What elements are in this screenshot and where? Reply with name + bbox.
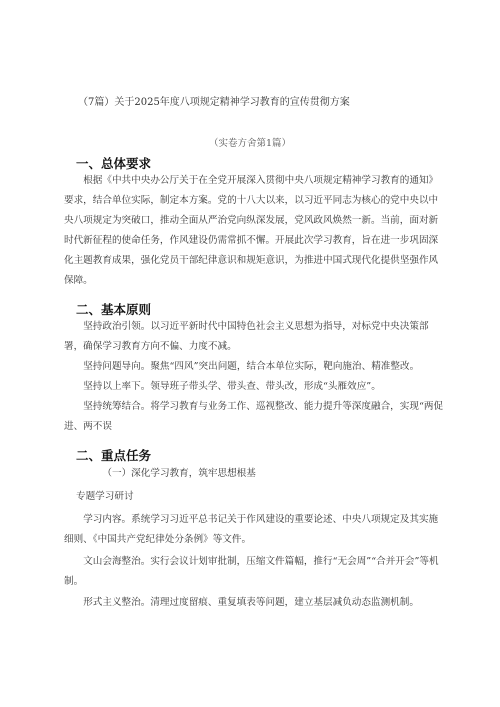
section-heading-basic-principles: 二、基本原则 xyxy=(76,302,152,317)
document-subtitle: （实卷方舍第1篇） xyxy=(208,138,292,149)
paragraph-overall-coordination: 坚持统筹结合。将学习教育与业务工作、巡视整改、能力提升等深度融合，实现“两促进、两不误 xyxy=(64,401,444,432)
item-label-special-study: 专题学习研讨 xyxy=(76,491,134,502)
paragraph-general-requirements: 根据《中共中央办公厅关于在全党开展深入贯彻中央八项规定精神学习教育的通知》要求，结合单位实际，制定本方案。党的十八大以来，以习近平同志为核心的党中央以中央八项规定为突破口，推动全面从严治党向纵深发展，党风政风焕然一新。当前，面对新时代新征程的使命任务，作风建设仍需常抓不懈。开展此次学习教育，旨在进一步巩固深化主题教育成果，强化党员干部纪律意识和规矩意识，为推进中国式现代化提供坚强作风保障。 xyxy=(64,175,439,286)
paragraph-meetings-documents: 文山会海整治。实行会议计划审批制，压缩文件篇幅，推行“无会周”“合并开会”等机制。 xyxy=(64,556,439,587)
paragraph-lead-by-example: 坚持以上率下。领导班子带头学、带头查、带头改，形成“头雁效应”。 xyxy=(83,381,381,392)
section-heading-key-tasks: 二、重点任务 xyxy=(76,448,152,463)
document-title: （7篇）关于2025年度八项规定精神学习教育的宣传贯彻方案 xyxy=(78,97,350,108)
paragraph-political-leadership: 坚持政治引领。以习近平新时代中国特色社会主义思想为指导，对标党中央决策部署，确保学习教育方向不偏、力度不减。 xyxy=(64,321,429,352)
paragraph-study-content: 学习内容。系统学习习近平总书记关于作风建设的重要论述、中央八项规定及其实施细则、《中国共产党纪律处分条例》等文件。 xyxy=(64,514,439,545)
section-heading-general-requirements: 一、总体要求 xyxy=(76,156,152,171)
subsection-deepen-study: （一）深化学习教育，筑牢思想根基 xyxy=(102,468,256,479)
paragraph-formalism: 形式主义整治。清理过度留痕、重复填表等问题，建立基层减负动态监测机制。 xyxy=(83,597,419,608)
paragraph-problem-oriented: 坚持问题导向。聚焦“四风”突出问题，结合本单位实际，靶向施治、精准整改。 xyxy=(83,361,420,372)
